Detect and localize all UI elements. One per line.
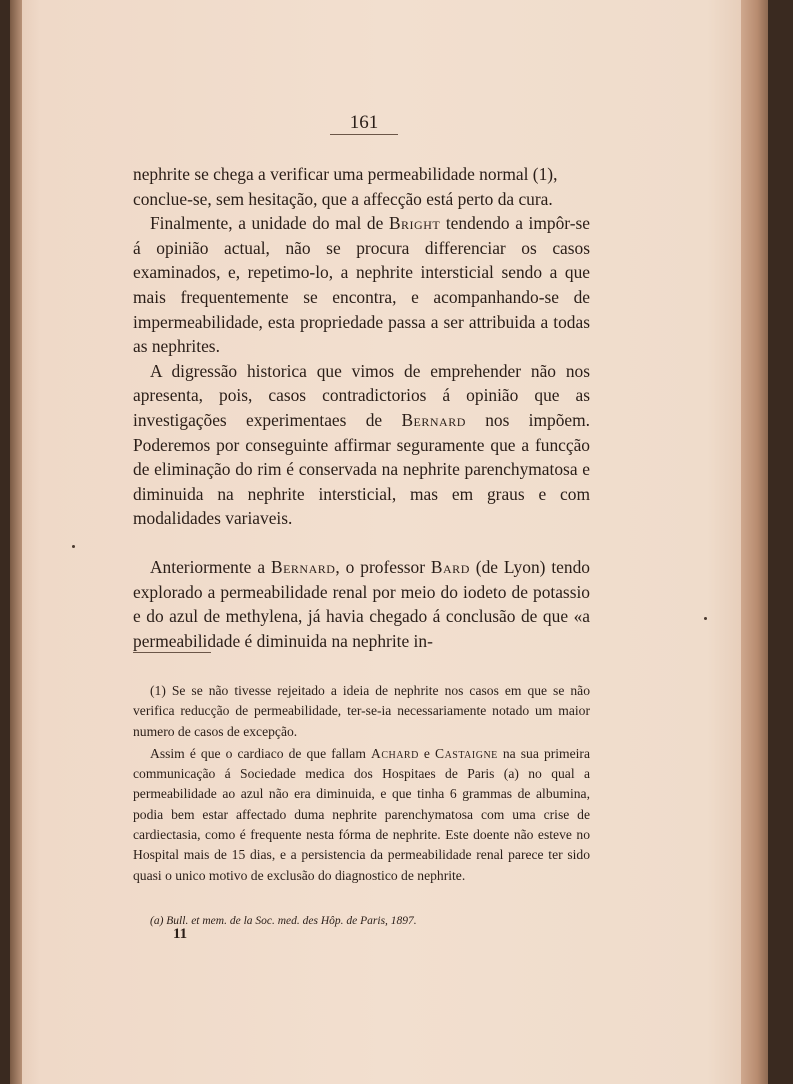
- signature-mark: 11: [173, 926, 188, 942]
- author-bright: Bright: [388, 213, 441, 234]
- paragraph-1-line-1: nephrite se chega a verificar uma permeabilidade normal (1),: [133, 164, 558, 184]
- paragraph-3-text: A digressão historica que vimos de emprehender não nos apresenta, pois, casos contradictorios á opinião que as investigações experimentaes de: [133, 360, 590, 430]
- footnote-rule: [133, 652, 211, 653]
- paragraph-4-text: Anteriormente a: [150, 556, 271, 577]
- footnote-2: [133, 744, 590, 886]
- paper-speck: [704, 617, 707, 620]
- author-bard: Bard: [430, 556, 470, 577]
- footnote-2-text: Assim é que o cardiaco de que fallam: [150, 745, 371, 761]
- paragraph-1-line-2: conclue-se, sem hesitação, que a affecção está perto da cura.: [133, 188, 553, 209]
- page-number: 161: [349, 112, 379, 133]
- paragraph-1: [133, 162, 590, 211]
- paragraph-2: [133, 211, 590, 359]
- page-edge: [741, 0, 768, 1084]
- paragraph-4-rest: (de Lyon) tendo explorado a permeabilidade renal por meio do iodeto de potassio e do azul de methylena, já havia chegado á conclusão de que «a permeabilidade é diminuida na nephrite in-: [133, 556, 590, 651]
- main-text: [133, 162, 590, 653]
- footnotes: [133, 681, 590, 886]
- footnote-1: (1) Se se não tivesse rejeitado a ideia de nephrite nos casos em que se não verifica reducção de permeabilidade, ter-se-ia necessariamente notado um maior numero de casos de excepção.: [133, 683, 590, 739]
- book-spine: [10, 0, 22, 1084]
- paragraph-4: [133, 555, 590, 653]
- author-bernard: Bernard: [401, 409, 466, 430]
- header-rule: [330, 134, 398, 135]
- author-bernard-2: Bernard: [270, 556, 336, 577]
- paper-speck: [72, 545, 75, 548]
- footnote-2-conj: e: [418, 745, 436, 761]
- footnote-2-rest: na sua primeira communicação á Sociedade medica dos Hospitaes de Paris (a) no qual a permeabilidade ao azul não era diminuida, e que tinha 6 grammas de albumina, podia bem estar affectado duma nephrite parenchymatosa com uma crise de cardiectasia, como é frequente nesta fórma de nephrite. Este doente não esteve no Hospital mais de 15 dias, e a persistencia da permeabilidade renal parece ter sido quasi o unico motivo de exclusão do diagnostico de nephrite.: [133, 745, 590, 883]
- paragraph-4-mid: , o professor: [335, 556, 431, 577]
- paragraph-3: [133, 359, 590, 531]
- paragraph-2-text: Finalmente, a unidade do mal de: [150, 213, 389, 234]
- author-castaigne: Castaigne: [435, 745, 498, 761]
- author-achard: Achard: [371, 745, 419, 761]
- reference-note: (a) Bull. et mem. de la Soc. med. des Hôp. de Paris, 1897.: [150, 915, 417, 927]
- paragraph-2-rest: tendendo a impôr-se á opinião actual, não se procura differenciar os casos examinados, e, repetimo-lo, a nephrite intersticial sendo a que mais frequentemente se encontra, e acompanhando-se de impermeabilidade, esta propriedade passa a ser attribuida a todas as nephrites.: [133, 213, 591, 357]
- paragraph-3-rest: nos impõem. Poderemos por conseguinte affirmar seguramente que a funcção de eliminação do rim é conservada na nephrite parenchymatosa e diminuida na nephrite intersticial, mas em graus e com modalidades variaveis.: [133, 409, 590, 529]
